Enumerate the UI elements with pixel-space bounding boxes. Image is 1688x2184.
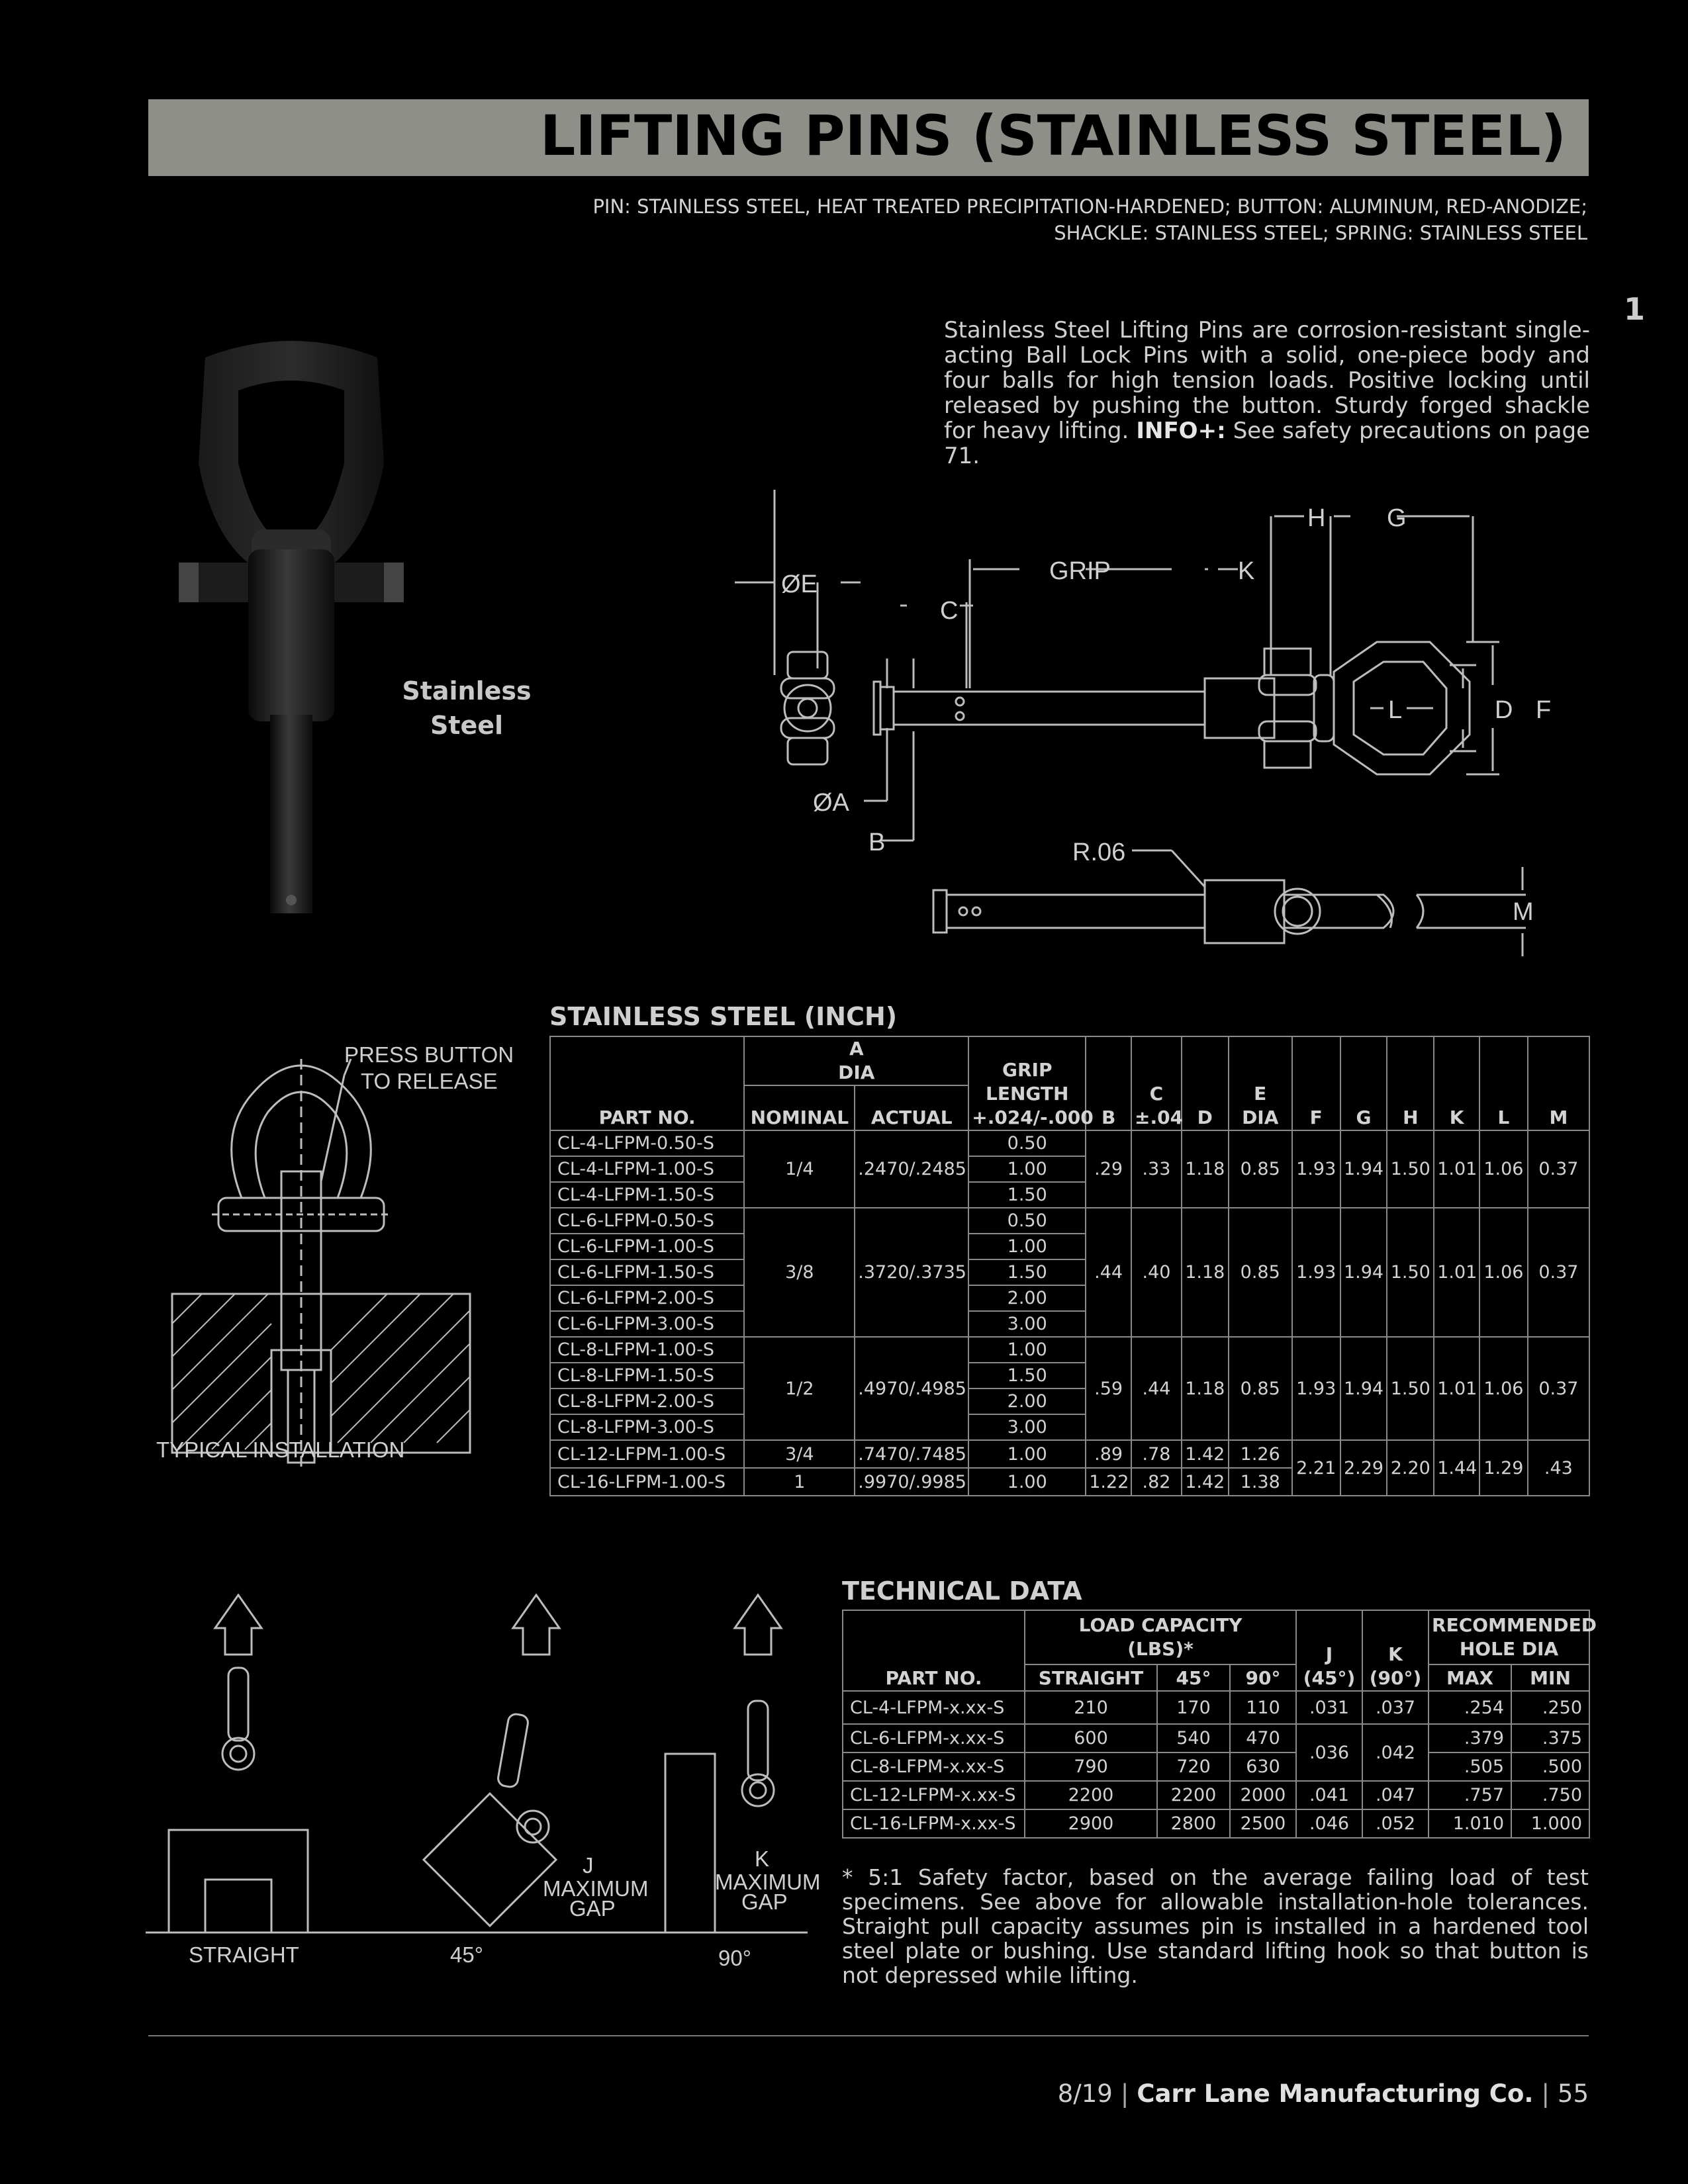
hole-min: .500: [1511, 1752, 1589, 1781]
th-rec-2: HOLE DIA: [1459, 1638, 1559, 1660]
footnote: * 5:1 Safety factor, based on the average failing load of test specimens. See above for allowable installation-hole tolerances. Straight pull capacity assumes pin is installed in a hardened tool steel plate or bushing. Use standard lifting hook so that button is not depressed while lifting.: [842, 1864, 1589, 1988]
load-straight: 2900: [1025, 1809, 1157, 1838]
part-no: CL-16-LFPM-1.00-S: [550, 1468, 744, 1496]
part-no: CL-8-LFPM-1.50-S: [550, 1363, 744, 1388]
dim-f: 1.93: [1292, 1208, 1340, 1337]
th-m: M: [1528, 1036, 1589, 1130]
hole-max: .379: [1429, 1724, 1511, 1752]
th-min: MIN: [1511, 1664, 1589, 1691]
tech-table-title: TECHNICAL DATA: [842, 1576, 1082, 1606]
th-k-1: K: [1388, 1643, 1403, 1665]
footer-company: Carr Lane Manufacturing Co.: [1137, 2079, 1534, 2108]
dim-d: 1.18: [1182, 1337, 1229, 1440]
spec-table-title: STAINLESS STEEL (INCH): [549, 1002, 898, 1031]
grip: 1.00: [968, 1440, 1086, 1468]
th-c-1: C: [1149, 1083, 1164, 1105]
part-no: CL-8-LFPM-x.xx-S: [843, 1752, 1025, 1781]
dim-k: 1.01: [1434, 1208, 1479, 1337]
grip: 1.00: [968, 1156, 1086, 1182]
th-k-2: (90°): [1369, 1667, 1422, 1689]
part-no: CL-6-LFPM-1.50-S: [550, 1259, 744, 1285]
photo-caption: [397, 674, 536, 743]
hole-max: .505: [1429, 1752, 1511, 1781]
gap-j: .031: [1296, 1691, 1362, 1724]
th-e-2: DIA: [1242, 1107, 1279, 1128]
intro-paragraph: [944, 318, 1590, 469]
title-bar: [148, 99, 1589, 176]
installation-drawing: [152, 1039, 523, 1476]
page-number: 55: [1557, 2079, 1589, 2108]
dim-e: 0.85: [1229, 1130, 1292, 1208]
dim-label-b: B: [868, 829, 886, 856]
dim-c: .40: [1131, 1208, 1182, 1337]
load-straight: 210: [1025, 1691, 1157, 1724]
part-no: CL-4-LFPM-1.50-S: [550, 1182, 744, 1208]
dim-c: .78: [1131, 1440, 1182, 1468]
dimension-drawing: [715, 490, 1575, 979]
label-j-maximum: MAXIMUM: [543, 1876, 649, 1901]
dim-label-d: D: [1495, 696, 1513, 724]
part-no: CL-4-LFPM-1.00-S: [550, 1156, 744, 1182]
section-tab: 1: [1624, 291, 1646, 327]
part-no: CL-6-LFPM-1.00-S: [550, 1234, 744, 1259]
load-45: 2200: [1157, 1781, 1230, 1809]
grip: 1.00: [968, 1468, 1086, 1496]
th-a: A: [849, 1038, 864, 1060]
dim-label-e: ØE: [781, 570, 818, 598]
photo-caption-line-1: Stainless: [402, 676, 532, 705]
load-45: 540: [1157, 1724, 1230, 1752]
th-h: H: [1387, 1036, 1434, 1130]
label-k-maximum: MAXIMUM: [715, 1870, 821, 1894]
installation-caption: TYPICAL INSTALLATION: [156, 1437, 405, 1462]
dim-label-a: ØA: [813, 789, 849, 817]
th-rec-1: RECOMMENDED: [1432, 1614, 1597, 1636]
nominal: 1: [744, 1468, 855, 1496]
th-nominal: NOMINAL: [744, 1085, 855, 1130]
dim-f: 1.93: [1292, 1337, 1340, 1440]
grip: 2.00: [968, 1285, 1086, 1311]
th-load-1: LOAD CAPACITY: [1078, 1614, 1243, 1636]
table-row: [843, 1809, 1589, 1838]
product-photo: [165, 331, 417, 953]
dim-g: 1.94: [1340, 1208, 1387, 1337]
th-grip-1: GRIP: [1002, 1059, 1053, 1081]
label-90: 90°: [718, 1946, 751, 1970]
dim-label-r: R.06: [1072, 839, 1126, 866]
actual: .2470/.2485: [855, 1130, 968, 1208]
dim-g: 1.94: [1340, 1130, 1387, 1208]
dim-h: 2.20: [1387, 1440, 1434, 1496]
th-load-2: (LBS)*: [1127, 1638, 1194, 1660]
th-d: D: [1182, 1036, 1229, 1130]
dim-d: 1.42: [1182, 1468, 1229, 1496]
grip: 2.00: [968, 1388, 1086, 1414]
hole-max: 1.010: [1429, 1809, 1511, 1838]
th-part-no: PART NO.: [550, 1036, 744, 1130]
load-straight: 790: [1025, 1752, 1157, 1781]
load-90: 470: [1230, 1724, 1296, 1752]
dim-f: 2.21: [1292, 1440, 1340, 1496]
label-k: K: [755, 1846, 770, 1871]
table-row: [550, 1130, 1589, 1156]
load-90: 2000: [1230, 1781, 1296, 1809]
hole-max: .757: [1429, 1781, 1511, 1809]
dim-d: 1.18: [1182, 1208, 1229, 1337]
gap-j: .041: [1296, 1781, 1362, 1809]
th-max: MAX: [1429, 1664, 1511, 1691]
footer: [1058, 2079, 1589, 2108]
materials-line-1: PIN: STAINLESS STEEL, HEAT TREATED PRECIPITATION-HARDENED; BUTTON: ALUMINUM, RED-ANODIZE;: [592, 195, 1587, 218]
th-c-2: ±.04: [1135, 1107, 1184, 1128]
dim-h: 1.50: [1387, 1130, 1434, 1208]
table-row: [550, 1337, 1589, 1363]
th-grip-3: +.024/-.000: [972, 1107, 1094, 1128]
gap-k: .052: [1362, 1809, 1429, 1838]
dim-label-c: C: [940, 597, 959, 625]
grip: 0.50: [968, 1208, 1086, 1234]
part-no: CL-8-LFPM-2.00-S: [550, 1388, 744, 1414]
intro-text: Stainless Steel Lifting Pins are corrosion-resistant single-acting Ball Lock Pins with a solid, one-piece body and four balls for high tension loads. Positive locking until released by pushing the button. Sturdy forged shackle for heavy lifting.: [944, 317, 1590, 444]
part-no: CL-4-LFPM-0.50-S: [550, 1130, 744, 1156]
th-straight: STRAIGHT: [1025, 1664, 1157, 1691]
dim-label-l: L: [1388, 696, 1403, 724]
dim-l: 1.06: [1479, 1208, 1528, 1337]
actual: .3720/.3735: [855, 1208, 968, 1337]
footer-separator: |: [1120, 2079, 1129, 2108]
label-j: J: [583, 1853, 594, 1878]
grip: 1.00: [968, 1337, 1086, 1363]
load-straight: 2200: [1025, 1781, 1157, 1809]
th-f: F: [1292, 1036, 1340, 1130]
dim-label-f: F: [1536, 696, 1552, 724]
load-45: 2800: [1157, 1809, 1230, 1838]
dim-g: 2.29: [1340, 1440, 1387, 1496]
table-row: [843, 1752, 1589, 1781]
tech-table: [842, 1610, 1597, 1839]
grip: 1.00: [968, 1234, 1086, 1259]
hole-min: .750: [1511, 1781, 1589, 1809]
actual: .7470/.7485: [855, 1440, 968, 1468]
dim-label-g: G: [1387, 504, 1407, 532]
nominal: 1/2: [744, 1337, 855, 1440]
dim-l: 1.06: [1479, 1337, 1528, 1440]
dim-d: 1.42: [1182, 1440, 1229, 1468]
th-g: G: [1340, 1036, 1387, 1130]
footer-divider: [148, 2035, 1589, 2036]
dim-b: .89: [1086, 1440, 1131, 1468]
dim-e: 0.85: [1229, 1337, 1292, 1440]
gap-k: .042: [1362, 1724, 1429, 1781]
th-k: K: [1434, 1036, 1479, 1130]
info-label: INFO+:: [1136, 418, 1226, 444]
th-grip-2: LENGTH: [986, 1083, 1069, 1105]
dim-label-k: K: [1238, 557, 1255, 585]
part-no: CL-8-LFPM-3.00-S: [550, 1414, 744, 1440]
label-45: 45°: [450, 1942, 483, 1967]
grip: 1.50: [968, 1363, 1086, 1388]
dim-m: .43: [1528, 1440, 1589, 1496]
footer-separator: |: [1541, 2079, 1550, 2108]
photo-caption-line-2: Steel: [430, 711, 504, 740]
load-90: 110: [1230, 1691, 1296, 1724]
gap-j: .036: [1296, 1724, 1362, 1781]
label-k-gap: GAP: [741, 1889, 788, 1914]
dim-l: 1.06: [1479, 1130, 1528, 1208]
dim-h: 1.50: [1387, 1337, 1434, 1440]
dim-b: .44: [1086, 1208, 1131, 1337]
materials-line-2: SHACKLE: STAINLESS STEEL; SPRING: STAINLESS STEEL: [1054, 222, 1587, 244]
th-j-2: (45°): [1303, 1667, 1356, 1689]
part-no: CL-6-LFPM-0.50-S: [550, 1208, 744, 1234]
th-e-1: E: [1254, 1083, 1267, 1105]
dim-e: 0.85: [1229, 1208, 1292, 1337]
grip: 1.50: [968, 1259, 1086, 1285]
load-45: 170: [1157, 1691, 1230, 1724]
dim-b: 1.22: [1086, 1468, 1131, 1496]
nominal: 3/8: [744, 1208, 855, 1337]
grip: 3.00: [968, 1414, 1086, 1440]
th-j-1: J: [1325, 1643, 1333, 1665]
dim-m: 0.37: [1528, 1208, 1589, 1337]
part-no: CL-6-LFPM-x.xx-S: [843, 1724, 1025, 1752]
dim-e: 1.26: [1229, 1440, 1292, 1468]
spec-table: [549, 1036, 1590, 1496]
page-title: LIFTING PINS (STAINLESS STEEL): [539, 103, 1566, 168]
press-button-line-1: PRESS BUTTON: [344, 1042, 514, 1067]
grip: 1.50: [968, 1182, 1086, 1208]
hole-min: .375: [1511, 1724, 1589, 1752]
load-straight: 600: [1025, 1724, 1157, 1752]
table-row: [550, 1208, 1589, 1234]
dim-m: 0.37: [1528, 1130, 1589, 1208]
footer-date: 8/19: [1057, 2079, 1113, 2108]
dim-d: 1.18: [1182, 1130, 1229, 1208]
table-row: [843, 1781, 1589, 1809]
actual: .9970/.9985: [855, 1468, 968, 1496]
hole-max: .254: [1429, 1691, 1511, 1724]
gap-j: .046: [1296, 1809, 1362, 1838]
grip: 3.00: [968, 1311, 1086, 1337]
dim-label-h: H: [1307, 504, 1326, 532]
th-b: B: [1086, 1036, 1131, 1130]
label-j-gap: GAP: [569, 1896, 616, 1921]
table-row: [550, 1440, 1589, 1468]
dim-c: .44: [1131, 1337, 1182, 1440]
dim-m: 0.37: [1528, 1337, 1589, 1440]
dim-k: 1.01: [1434, 1130, 1479, 1208]
th-90: 90°: [1230, 1664, 1296, 1691]
label-straight: STRAIGHT: [189, 1942, 299, 1967]
gap-k: .037: [1362, 1691, 1429, 1724]
load-45: 720: [1157, 1752, 1230, 1781]
part-no: CL-16-LFPM-x.xx-S: [843, 1809, 1025, 1838]
dim-label-m: M: [1513, 898, 1534, 926]
load-90: 630: [1230, 1752, 1296, 1781]
th-45: 45°: [1157, 1664, 1230, 1691]
th-l: L: [1479, 1036, 1528, 1130]
part-no: CL-8-LFPM-1.00-S: [550, 1337, 744, 1363]
actual: .4970/.4985: [855, 1337, 968, 1440]
materials-text: [592, 193, 1587, 246]
press-button-line-2: TO RELEASE: [361, 1069, 498, 1093]
dim-b: .59: [1086, 1337, 1131, 1440]
nominal: 3/4: [744, 1440, 855, 1468]
nominal: 1/4: [744, 1130, 855, 1208]
th-actual: ACTUAL: [855, 1085, 968, 1130]
grip: 0.50: [968, 1130, 1086, 1156]
dim-c: .82: [1131, 1468, 1182, 1496]
th-a-dia: DIA: [838, 1062, 875, 1083]
dim-f: 1.93: [1292, 1130, 1340, 1208]
gap-k: .047: [1362, 1781, 1429, 1809]
table-row: [843, 1724, 1589, 1752]
pull-diagrams: [146, 1582, 821, 1979]
dim-g: 1.94: [1340, 1337, 1387, 1440]
part-no: CL-12-LFPM-x.xx-S: [843, 1781, 1025, 1809]
dim-k: 1.01: [1434, 1337, 1479, 1440]
dim-l: 1.29: [1479, 1440, 1528, 1496]
dim-label-grip: GRIP: [1049, 557, 1111, 585]
part-no: CL-6-LFPM-3.00-S: [550, 1311, 744, 1337]
info-text: See safety precautions on page 71.: [944, 418, 1590, 469]
dim-b: .29: [1086, 1130, 1131, 1208]
hole-min: 1.000: [1511, 1809, 1589, 1838]
load-90: 2500: [1230, 1809, 1296, 1838]
part-no: CL-12-LFPM-1.00-S: [550, 1440, 744, 1468]
th-part-no: PART NO.: [843, 1610, 1025, 1691]
dim-k: 1.44: [1434, 1440, 1479, 1496]
hole-min: .250: [1511, 1691, 1589, 1724]
part-no: CL-4-LFPM-x.xx-S: [843, 1691, 1025, 1724]
dim-e: 1.38: [1229, 1468, 1292, 1496]
table-row: [843, 1691, 1589, 1724]
dim-h: 1.50: [1387, 1208, 1434, 1337]
dim-c: .33: [1131, 1130, 1182, 1208]
part-no: CL-6-LFPM-2.00-S: [550, 1285, 744, 1311]
